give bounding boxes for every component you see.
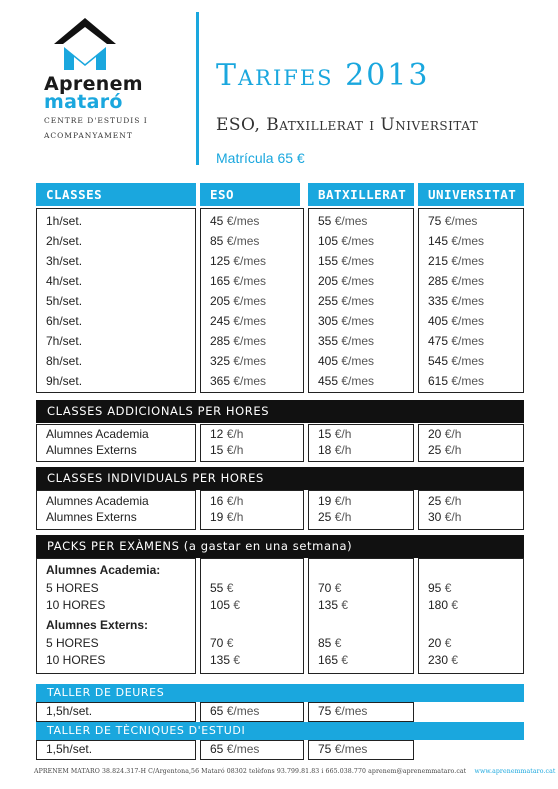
- uni-price-value: 75: [428, 214, 442, 228]
- section-individuals-title: CLASSES INDIVIDUALS PER HORES: [36, 467, 524, 490]
- uni-price: [428, 351, 484, 371]
- batx-price-unit: €/mes: [341, 374, 375, 388]
- uni-price: [428, 251, 484, 271]
- batx-price-value: 155: [318, 254, 339, 268]
- uni-price-value: 405: [428, 314, 449, 328]
- batx-price-value: 165: [318, 653, 339, 667]
- batx-price: [318, 211, 367, 231]
- uni-price-value: 30: [428, 510, 442, 524]
- uni-price-unit: €/mes: [451, 234, 485, 248]
- deures-label: 1,5h/set.: [46, 704, 93, 718]
- tecniques-eso-value: 65: [210, 742, 224, 756]
- batx-price: [318, 291, 374, 311]
- batx-price-unit: €/mes: [341, 314, 375, 328]
- uni-price: [428, 581, 451, 595]
- eso-price-value: 105: [210, 598, 231, 612]
- batx-price: [318, 427, 351, 441]
- uni-price-unit: €: [444, 636, 452, 650]
- row-label: 4h/set.: [46, 274, 83, 288]
- eso-price-value: 19: [210, 510, 224, 524]
- tecniques-batx-unit: €/mes: [334, 742, 368, 756]
- eso-price-unit: €: [226, 581, 234, 595]
- eso-price-value: 125: [210, 254, 231, 268]
- batx-price-unit: €/h: [334, 443, 352, 457]
- batx-price: [318, 443, 351, 457]
- eso-price: [210, 427, 243, 441]
- section-addicionals-title: CLASSES ADDICIONALS PER HORES: [36, 400, 524, 423]
- eso-price-unit: €/mes: [233, 274, 267, 288]
- row-label: 5h/set.: [46, 294, 83, 308]
- eso-price: [210, 331, 266, 351]
- batx-price-value: 25: [318, 510, 332, 524]
- uni-price: [428, 371, 484, 391]
- eso-price-value: 245: [210, 314, 231, 328]
- eso-price-value: 12: [210, 427, 224, 441]
- row-label: 2h/set.: [46, 234, 83, 248]
- page-subtitle: ESO, Batxillerat i Universitat: [216, 115, 479, 135]
- uni-price: [428, 510, 461, 524]
- batx-price-unit: €/mes: [341, 354, 375, 368]
- batx-price-unit: €/mes: [341, 294, 375, 308]
- row-label: 10 HORES: [46, 653, 106, 667]
- uni-price-value: 545: [428, 354, 449, 368]
- uni-price: [428, 231, 484, 251]
- eso-price: [210, 311, 266, 331]
- batx-price-unit: €: [334, 581, 342, 595]
- footer-text: APRENEM MATARO 38.824.317-H C/Argentona,56 Mataró 08302 telèfons 93.799.81.83 i 665.038.770 aprenem@aprenemmataro.cat: [34, 768, 467, 775]
- tecniques-eso-unit: €/mes: [226, 742, 260, 756]
- eso-price-unit: €/h: [226, 494, 244, 508]
- eso-price-value: 16: [210, 494, 224, 508]
- row-label: Alumnes Academia: [46, 427, 149, 441]
- eso-price-unit: €/mes: [226, 234, 260, 248]
- uni-price-value: 25: [428, 443, 442, 457]
- eso-price-value: 85: [210, 234, 224, 248]
- eso-price-unit: €: [233, 653, 241, 667]
- eso-price-value: 135: [210, 653, 231, 667]
- uni-price: [428, 636, 451, 650]
- house-logo-icon: [50, 14, 120, 72]
- section-taller-deures-title: TALLER DE DEURES: [36, 684, 524, 702]
- batx-price-unit: €/mes: [341, 274, 375, 288]
- batx-price-unit: €/h: [334, 510, 352, 524]
- tecniques-batx-price: [318, 742, 367, 756]
- uni-price: [428, 211, 477, 231]
- uni-price-unit: €/h: [444, 427, 462, 441]
- batx-price-unit: €/h: [334, 427, 352, 441]
- logo: [44, 14, 170, 142]
- uni-price-unit: €/mes: [451, 294, 485, 308]
- eso-price-unit: €/h: [226, 427, 244, 441]
- eso-price-unit: €: [226, 636, 234, 650]
- header-universitat: UNIVERSITAT: [418, 183, 524, 206]
- row-label: 3h/set.: [46, 254, 83, 268]
- footer-website-link[interactable]: www.aprenemmataro.cat: [474, 768, 556, 775]
- tecniques-label: 1,5h/set.: [46, 742, 93, 756]
- row-label: 6h/set.: [46, 314, 83, 328]
- batx-price: [318, 311, 374, 331]
- eso-price: [210, 443, 243, 457]
- batx-price-unit: €: [334, 636, 342, 650]
- eso-price-value: 365: [210, 374, 231, 388]
- uni-price-value: 20: [428, 427, 442, 441]
- batx-price-value: 85: [318, 636, 332, 650]
- batx-price-unit: €: [341, 598, 349, 612]
- eso-price-value: 45: [210, 214, 224, 228]
- batx-price-value: 15: [318, 427, 332, 441]
- uni-price-value: 215: [428, 254, 449, 268]
- uni-price-value: 95: [428, 581, 442, 595]
- eso-price-value: 15: [210, 443, 224, 457]
- batx-price: [318, 331, 374, 351]
- eso-price: [210, 351, 266, 371]
- uni-price-unit: €/mes: [451, 274, 485, 288]
- batx-price: [318, 636, 341, 650]
- section-packs-title: PACKS PER EXÀMENS (a gastar en una setmana): [36, 535, 524, 558]
- uni-price-unit: €: [451, 653, 459, 667]
- batx-price-value: 18: [318, 443, 332, 457]
- eso-price: [210, 598, 240, 612]
- uni-price-unit: €/mes: [451, 314, 485, 328]
- batx-price: [318, 271, 374, 291]
- eso-price-value: 205: [210, 294, 231, 308]
- uni-price: [428, 291, 484, 311]
- row-label: 5 HORES: [46, 636, 99, 650]
- deures-eso-unit: €/mes: [226, 704, 260, 718]
- uni-price: [428, 443, 461, 457]
- deures-batx-unit: €/mes: [334, 704, 368, 718]
- eso-price-unit: €: [233, 598, 241, 612]
- logo-sub2: ACOMPANYAMENT: [44, 131, 133, 140]
- uni-price: [428, 494, 461, 508]
- header-eso: ESO: [200, 183, 300, 206]
- batx-price-value: 55: [318, 214, 332, 228]
- eso-price: [210, 291, 266, 311]
- uni-price: [428, 653, 458, 667]
- packs-group1-label: Alumnes Academia:: [46, 563, 161, 577]
- eso-price: [210, 581, 233, 595]
- uni-price-unit: €/mes: [451, 374, 485, 388]
- uni-price-value: 285: [428, 274, 449, 288]
- packs-group2-label: Alumnes Externs:: [46, 618, 149, 632]
- batx-price-value: 255: [318, 294, 339, 308]
- uni-price-value: 145: [428, 234, 449, 248]
- uni-price-value: 475: [428, 334, 449, 348]
- eso-price: [210, 211, 259, 231]
- uni-price: [428, 598, 458, 612]
- uni-price: [428, 311, 484, 331]
- batx-price-unit: €/mes: [341, 234, 375, 248]
- uni-price-unit: €/mes: [451, 254, 485, 268]
- row-label: 8h/set.: [46, 354, 83, 368]
- batx-price-unit: €/h: [334, 494, 352, 508]
- eso-price: [210, 371, 266, 391]
- uni-price-unit: €/h: [444, 443, 462, 457]
- tecniques-batx-value: 75: [318, 742, 332, 756]
- uni-price-unit: €/mes: [444, 214, 478, 228]
- batx-price-unit: €/mes: [341, 334, 375, 348]
- uni-price-unit: €: [444, 581, 452, 595]
- eso-price-value: 325: [210, 354, 231, 368]
- header-classes: CLASSES: [36, 183, 196, 206]
- row-label: 10 HORES: [46, 598, 106, 612]
- row-label: Alumnes Academia: [46, 494, 149, 508]
- divider-line: [196, 12, 199, 165]
- eso-price-value: 70: [210, 636, 224, 650]
- deures-batx-price: [318, 704, 367, 718]
- header-batxillerat: BATXILLERAT: [308, 183, 414, 206]
- batx-price-value: 455: [318, 374, 339, 388]
- uni-price-unit: €/h: [444, 494, 462, 508]
- uni-price: [428, 331, 484, 351]
- batx-price: [318, 231, 374, 251]
- eso-price-unit: €/mes: [233, 374, 267, 388]
- logo-sub1: CENTRE D'ESTUDIS I: [44, 116, 148, 125]
- batx-price: [318, 371, 374, 391]
- batx-price-unit: €: [341, 653, 349, 667]
- batx-price: [318, 251, 374, 271]
- row-label: Alumnes Externs: [46, 443, 137, 457]
- eso-price-unit: €/mes: [233, 354, 267, 368]
- uni-price-value: 615: [428, 374, 449, 388]
- batx-price: [318, 510, 351, 524]
- row-label: 9h/set.: [46, 374, 83, 388]
- eso-price-value: 165: [210, 274, 231, 288]
- batx-price-value: 405: [318, 354, 339, 368]
- logo-line2: mataró: [44, 91, 123, 113]
- uni-price-value: 180: [428, 598, 449, 612]
- batx-price-value: 135: [318, 598, 339, 612]
- eso-price-value: 55: [210, 581, 224, 595]
- deures-eso-price: [210, 704, 259, 718]
- uni-price-value: 25: [428, 494, 442, 508]
- batx-price: [318, 494, 351, 508]
- uni-price: [428, 271, 484, 291]
- deures-batx-value: 75: [318, 704, 332, 718]
- batx-price-value: 19: [318, 494, 332, 508]
- eso-price-unit: €/mes: [233, 254, 267, 268]
- batx-price: [318, 351, 374, 371]
- deures-eso-value: 65: [210, 704, 224, 718]
- uni-price-value: 20: [428, 636, 442, 650]
- uni-price-unit: €/h: [444, 510, 462, 524]
- eso-price-unit: €/mes: [226, 214, 260, 228]
- row-label: Alumnes Externs: [46, 510, 137, 524]
- batx-price-unit: €/mes: [341, 254, 375, 268]
- eso-price: [210, 494, 243, 508]
- uni-price-value: 230: [428, 653, 449, 667]
- row-label: 1h/set.: [46, 214, 83, 228]
- row-label: 5 HORES: [46, 581, 99, 595]
- eso-price-unit: €/h: [226, 510, 244, 524]
- logo-line1: Aprenem: [44, 73, 143, 95]
- eso-price: [210, 231, 259, 251]
- eso-price: [210, 653, 240, 667]
- footer: [34, 768, 555, 775]
- batx-price: [318, 653, 348, 667]
- eso-price-unit: €/mes: [233, 314, 267, 328]
- eso-price-unit: €/mes: [233, 334, 267, 348]
- batx-price-value: 355: [318, 334, 339, 348]
- matricula-text: Matrícula 65 €: [216, 150, 305, 166]
- eso-price: [210, 510, 243, 524]
- page-title: Tarifes 2013: [216, 58, 430, 93]
- batx-price-value: 305: [318, 314, 339, 328]
- batx-price-unit: €/mes: [334, 214, 368, 228]
- batx-price: [318, 581, 341, 595]
- tecniques-eso-price: [210, 742, 259, 756]
- eso-price: [210, 271, 266, 291]
- eso-price: [210, 251, 266, 271]
- batx-price: [318, 598, 348, 612]
- uni-price-unit: €/mes: [451, 354, 485, 368]
- batx-price-value: 205: [318, 274, 339, 288]
- batx-price-value: 70: [318, 581, 332, 595]
- uni-price-unit: €/mes: [451, 334, 485, 348]
- batx-price-value: 105: [318, 234, 339, 248]
- eso-price-unit: €/mes: [233, 294, 267, 308]
- uni-price-value: 335: [428, 294, 449, 308]
- row-label: 7h/set.: [46, 334, 83, 348]
- uni-price: [428, 427, 461, 441]
- eso-price-unit: €/h: [226, 443, 244, 457]
- eso-price-value: 285: [210, 334, 231, 348]
- eso-price: [210, 636, 233, 650]
- uni-price-unit: €: [451, 598, 459, 612]
- section-taller-tecniques-title: TALLER DE TÈCNIQUES D'ESTUDI: [36, 722, 524, 740]
